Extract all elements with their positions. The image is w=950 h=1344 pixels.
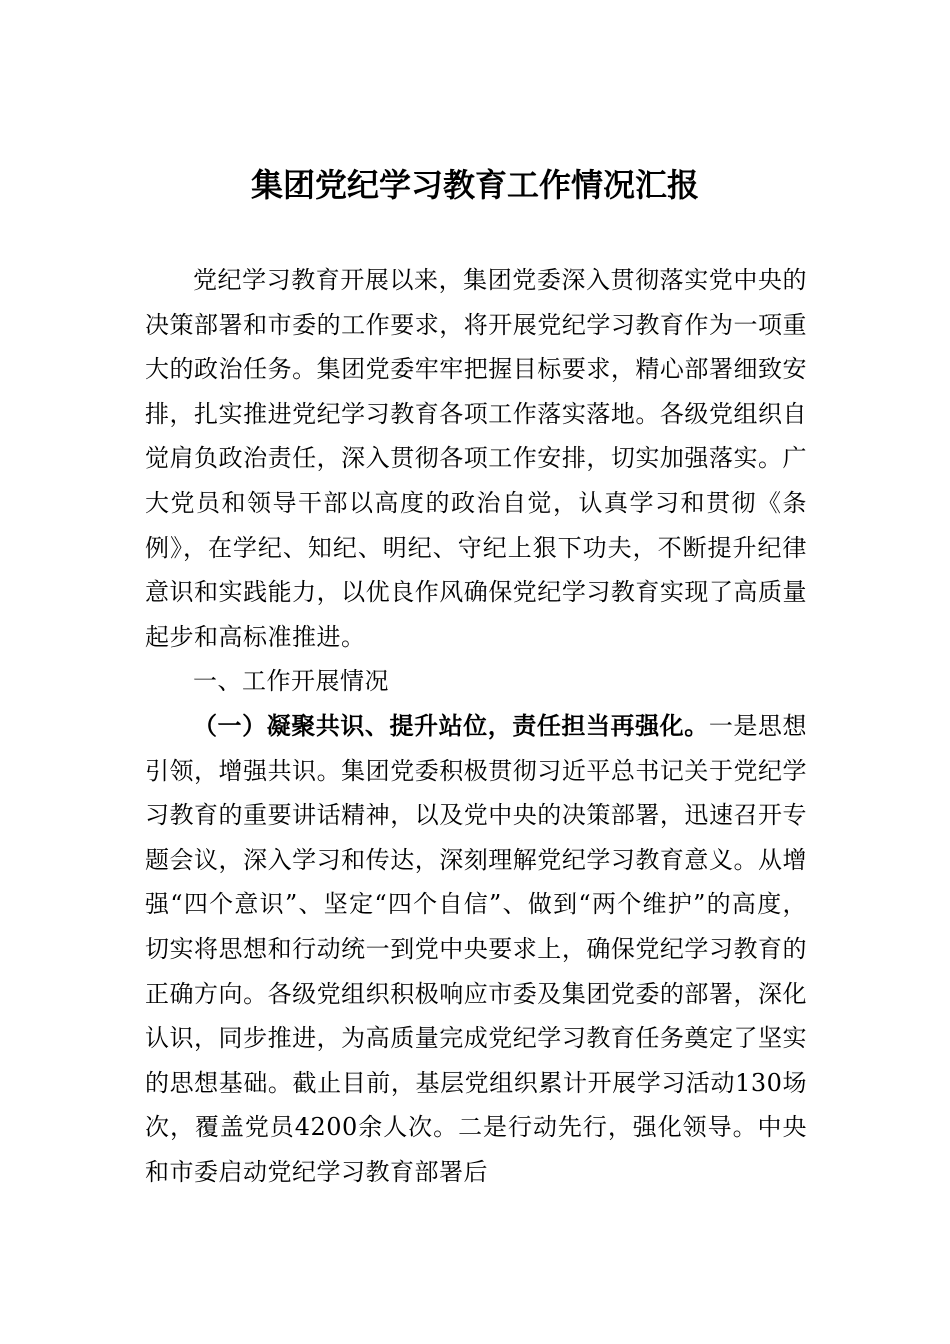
subsection-heading-1: （一）凝聚共识、提升站位，责任担当再强化。 — [193, 710, 709, 740]
intro-paragraph: 党纪学习教育开展以来，集团党委深入贯彻落实党中央的决策部署和市委的工作要求，将开展党纪学习教育作为一项重大的政治任务。集团党委牢牢把握目标要求，精心部署细致安排，扎实推进党纪学习教育各项工作落实落地。各级党组织自觉肩负政治责任，深入贯彻各项工作安排，切实加强落实。广大党员和领导干部以高度的政治自觉，认真学习和贯彻《条例》，在学纪、知纪、明纪、守纪上狠下功夫，不断提升纪律意识和实践能力，以优良作风确保党纪学习教育实现了高质量起步和高标准推进。 — [145, 266, 807, 651]
section-heading-work-progress: 一、工作开展情况 — [193, 667, 389, 696]
document-body — [145, 258, 807, 1194]
document-title: 集团党纪学习教育工作情况汇报 — [250, 166, 699, 204]
subsection-paragraph-1 — [145, 704, 807, 1195]
subsection-body-1: 一是思想引领，增强共识。集团党委积极贯彻习近平总书记关于党纪学习教育的重要讲话精神，以及党中央的决策部署，迅速召开专题会议，深入学习和传达，深刻理解党纪学习教育意义。从增强“四个意识”、坚定“四个自信”、做到“两个维护”的高度，切实将思想和行动统一到党中央要求上，确保党纪学习教育的正确方向。各级党组织积极响应市委及集团党委的部署，深化认识，同步推进，为高质量完成党纪学习教育任务奠定了坚实的思想基础。截止目前，基层党组织累计开展学习活动130场次，覆盖党员4200余人次。二是行动先行，强化领导。中央和市委启动党纪学习教育部署后 — [145, 711, 807, 1186]
